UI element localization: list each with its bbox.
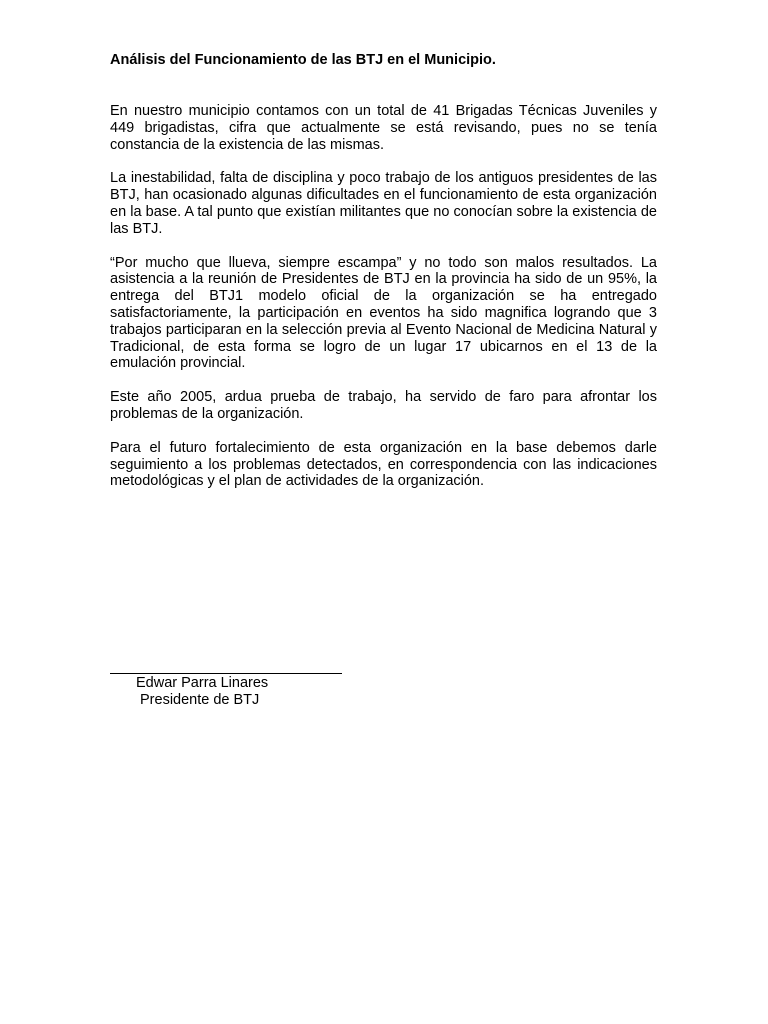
document-title: Análisis del Funcionamiento de las BTJ en el Municipio. — [110, 52, 496, 68]
paragraph-1: En nuestro municipio contamos con un total de 41 Brigadas Técnicas Juveniles y 449 brigadistas, cifra que actualmente se está revisando, pues no se tenía constancia de la existencia de las mismas. — [110, 103, 657, 153]
signature-name: Edwar Parra Linares — [136, 675, 269, 691]
signature-role: Presidente de BTJ — [140, 692, 260, 708]
signature-block — [110, 658, 342, 709]
paragraph-5: Para el futuro fortalecimiento de esta organización en la base debemos darle seguimiento a los problemas detectados, en correspondencia con las indicaciones metodológicas y el plan de actividades de la organización. — [110, 439, 657, 490]
signature-line — [110, 673, 342, 674]
document-body — [110, 52, 657, 490]
paragraph-2: La inestabilidad, falta de disciplina y poco trabajo de los antiguos presidentes de las BTJ, han ocasionado algunas dificultades en el funcionamiento de esta organización en la base. A tal punto que existían militantes que no conocían sobre la existencia de las BTJ. — [110, 170, 657, 237]
paragraph-4: Este año 2005, ardua prueba de trabajo, ha servido de faro para afrontar los problemas de la organización. — [110, 389, 657, 422]
paragraph-3: “Por mucho que llueva, siempre escampa” y no todo son malos resultados. La asistencia a la reunión de Presidentes de BTJ en la provincia ha sido de un 95%, la entrega del BTJ1 modelo oficial de la organización se ha entregado satisfactoriamente, la participación en eventos ha sido magnifica logrando que 3 trabajos participaran en la selección previa al Evento Nacional de Medicina Natural y Tradicional, de esta forma se logro de un lugar 17 ubicarnos en el 13 de la emulación provincial. — [110, 254, 657, 372]
